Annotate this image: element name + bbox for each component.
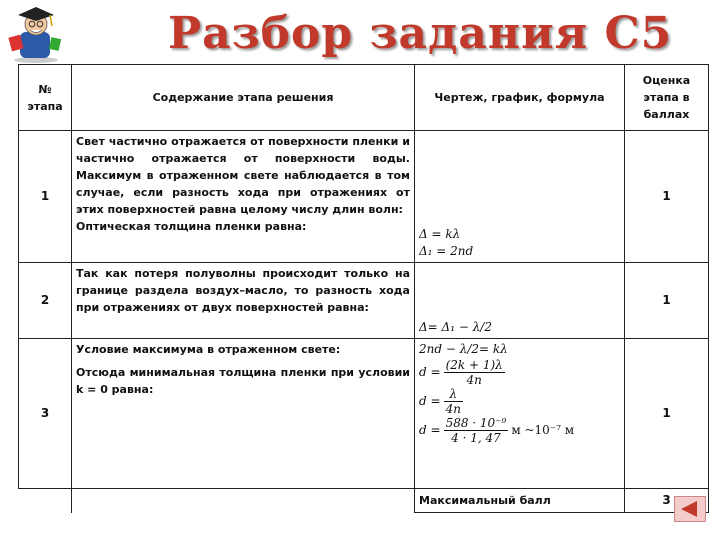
header-row	[19, 65, 709, 131]
header-drawing: Чертеж, график, формула	[415, 65, 625, 131]
table-row	[19, 339, 709, 489]
step-number: 2	[19, 263, 72, 339]
formula: Δ= Δ₁ − λ/2	[419, 320, 492, 334]
step-score: 1	[625, 131, 709, 263]
max-score-label: Максимальный балл	[415, 489, 625, 513]
header-content: Содержание этапа решения	[72, 65, 415, 131]
table-row	[19, 131, 709, 263]
step-text: Так как потеря полуволны происходит только на границе раздела воздух–масло, то разность хода при отражениях от двух поверхностей равна:	[72, 263, 415, 339]
formula: Δ = kλ	[419, 227, 461, 241]
header-step: № этапа	[19, 65, 72, 131]
step-text: Оптическая толщина пленки равна:	[76, 220, 307, 233]
professor-mascot-icon	[6, 2, 66, 64]
step-score: 1	[625, 263, 709, 339]
step-text: Свет частично отражается от поверхности пленки и частично отражается от поверхности воды. Максимум в отраженном свете наблюдается в том случае, если разность хода при отражениях от этих поверхностей равна целому числу длин волн:	[76, 135, 410, 216]
formula-fraction: d = $\frac{(2k + 1)\lambda}{4n}$	[419, 358, 503, 387]
step-number: 3	[19, 339, 72, 489]
arrow-left-icon	[675, 497, 705, 521]
max-score-value: 3	[625, 489, 709, 513]
footer-row	[19, 489, 709, 513]
step-text: Условие максимума в отраженном свете:	[76, 343, 341, 356]
formula-fraction: d = $\frac{\text{588 · 10⁻⁹}}{4 \cdot 1, 47}$ м ~10⁻⁷ м	[419, 416, 575, 445]
formula: 2nd − λ/2= kλ	[419, 342, 508, 356]
page-title: Разбор задания С5	[168, 8, 673, 59]
back-nav-button[interactable]	[674, 496, 706, 522]
header-score: Оценка этапа в баллах	[625, 65, 709, 131]
table-row	[19, 263, 709, 339]
formula: Δ₁ = 2nd	[419, 244, 474, 258]
step-number: 1	[19, 131, 72, 263]
step-score: 1	[625, 339, 709, 489]
solution-table	[18, 64, 709, 513]
formula-fraction: d = $\frac{\lambda}{4n}$	[419, 387, 461, 416]
step-text: Отсюда минимальная толщина пленки при условии k = 0 равна:	[76, 366, 410, 396]
